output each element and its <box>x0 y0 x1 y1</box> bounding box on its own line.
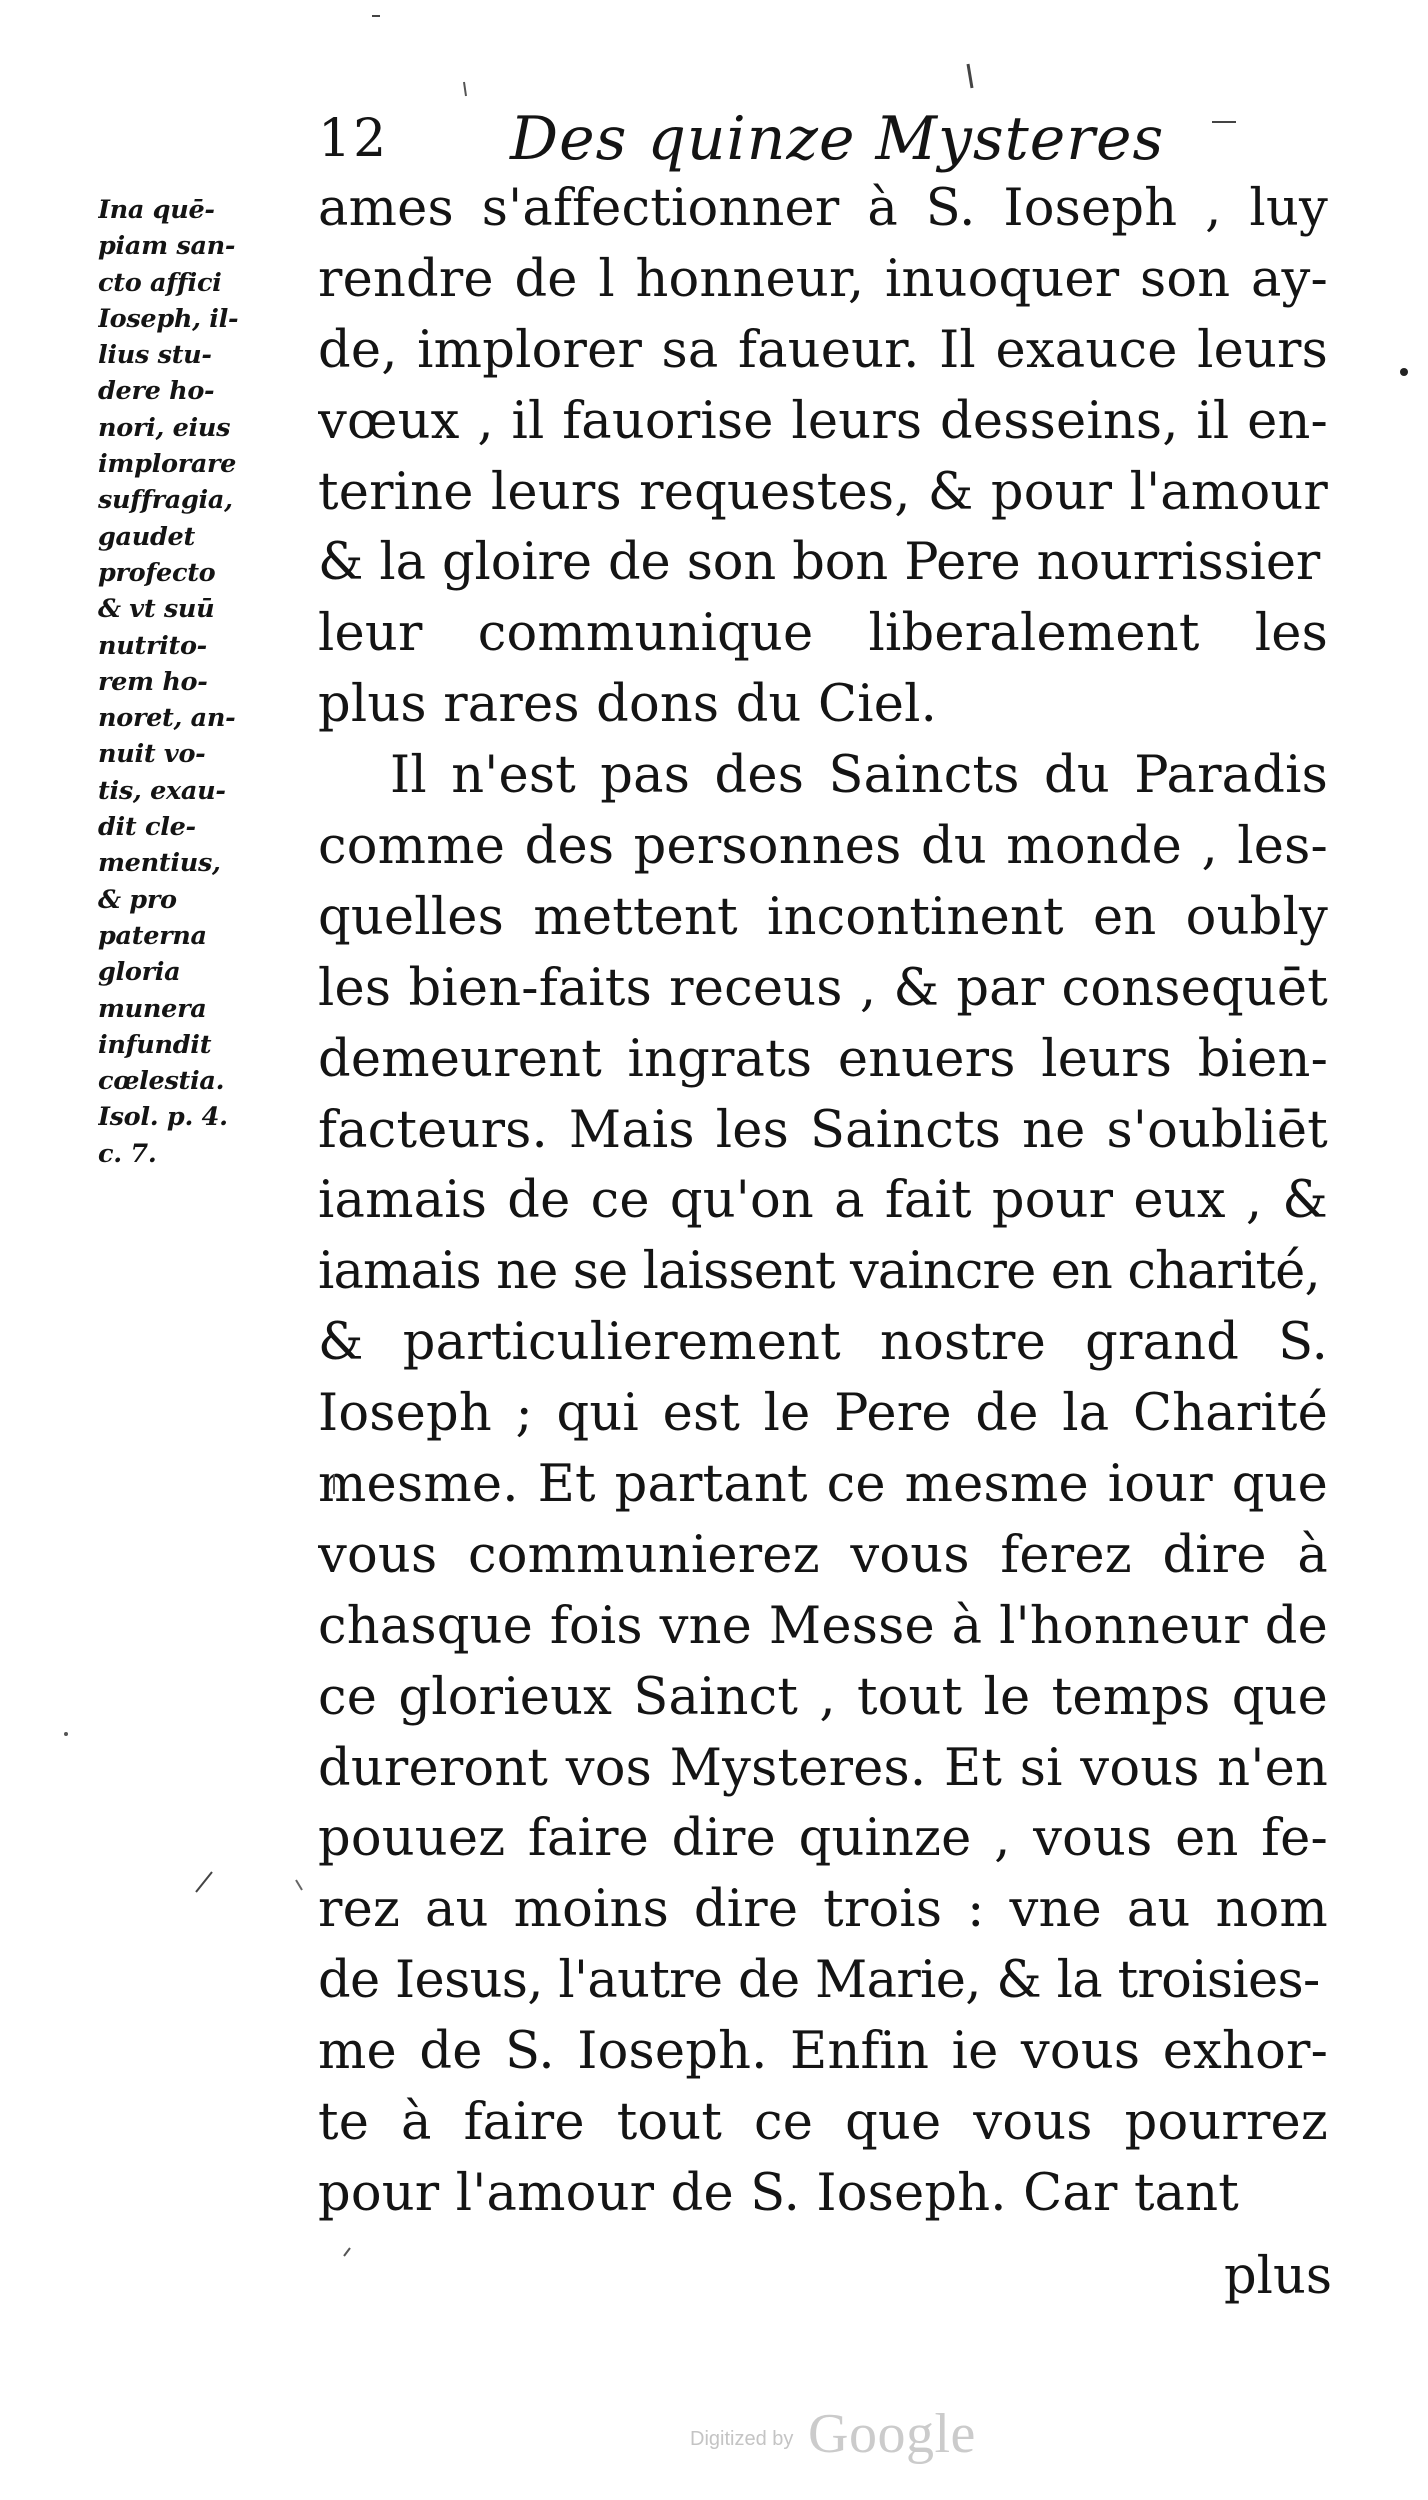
text-line: de Iesus, l'autre de Marie, & la troisies- <box>318 1951 1320 2011</box>
text-line: Il n'est pas des Saincts du Paradis <box>390 746 1328 806</box>
text-line: rendre de l honneur, inuoquer son ay- <box>318 249 1328 309</box>
text-line: me de S. Ioseph. Enfin ie vous exhor- <box>318 2022 1328 2082</box>
margin-note-line: gaudet <box>98 521 195 552</box>
text-line: iamais de ce qu'on a fait pour eux , & <box>318 1171 1328 1231</box>
margin-note-line: mentius, <box>98 848 221 879</box>
margin-note-line: cto affici <box>98 267 222 298</box>
catchword: plus <box>1224 2247 1332 2306</box>
text-line: terine leurs requestes, & pour l'amour <box>318 462 1328 522</box>
margin-note-line: nori, eius <box>98 412 231 443</box>
margin-note-line: nuit vo- <box>98 739 206 770</box>
digitized-label: Digitized by <box>690 2428 794 2450</box>
text-line: chasque fois vne Messe à l'honneur de <box>318 1596 1328 1656</box>
text-line: demeurent ingrats enuers leurs bien- <box>318 1029 1328 1089</box>
text-line: quelles mettent incontinent en oubly <box>318 887 1328 947</box>
text-line: Ioseph ; qui est le Pere de la Charité <box>318 1384 1328 1444</box>
text-line: mesme. Et partant ce mesme iour que <box>318 1455 1328 1515</box>
text-line: pouuez faire dire quinze , vous en fe- <box>318 1809 1328 1869</box>
margin-note-line: dere ho- <box>98 376 215 407</box>
text-line: de, implorer sa faueur. Il exauce leurs <box>318 320 1328 380</box>
speck <box>196 1872 212 1892</box>
text-line: te à faire tout ce que vous pourrez <box>318 2093 1328 2153</box>
text-line: facteurs. Mais les Saincts ne s'oubliēt <box>318 1100 1328 1160</box>
margin-note-line: Isol. p. 4. <box>98 1102 228 1133</box>
margin-note-line: nutrito- <box>98 630 207 661</box>
text-line: pour l'amour de S. Ioseph. Car tant <box>318 2163 1239 2223</box>
text-line: vous communierez vous ferez dire à <box>318 1525 1328 1585</box>
text-line: les bien-faits receus , & par consequēt <box>318 958 1328 1018</box>
margin-note-line: lius stu- <box>98 340 212 371</box>
margin-note-line: cœlestia. <box>98 1066 225 1097</box>
margin-note-line: c. 7. <box>98 1138 157 1169</box>
text-line: dureront vos Mysteres. Et si vous n'en <box>318 1738 1328 1798</box>
margin-note-line: tis, exau- <box>98 775 226 806</box>
text-line: & la gloire de son bon Pere nourrissier <box>318 533 1321 593</box>
text-line: leur communique liberalement les <box>318 604 1328 664</box>
text-line: ce glorieux Sainct , tout le temps que <box>318 1667 1328 1727</box>
text-line: ames s'affectionner à S. Ioseph , luy <box>318 179 1328 238</box>
margin-note-line: piam san- <box>98 231 236 262</box>
speck <box>968 64 972 88</box>
margin-note-line: infundit <box>98 1029 212 1060</box>
margin-note-line: & pro <box>98 884 177 915</box>
margin-note-line: Ioseph, il- <box>98 303 239 334</box>
google-logo: Google <box>808 2403 976 2465</box>
margin-note-line: paterna <box>98 920 207 951</box>
text-line: & particulierement nostre grand S. <box>318 1313 1328 1373</box>
speck <box>64 1732 68 1736</box>
margin-note-line: implorare <box>98 449 237 480</box>
speck <box>464 82 466 96</box>
margin-note-line: dit cle- <box>98 812 196 843</box>
margin-note-line: gloria <box>98 957 181 988</box>
text-line: plus rares dons du Ciel. <box>318 675 938 735</box>
running-title: Des quinze Mysteres <box>510 104 1165 174</box>
margin-note-line: suffragia, <box>98 485 233 516</box>
margin-note-line: profecto <box>98 557 216 588</box>
margin-note-line: Ina quē- <box>98 195 215 225</box>
speck <box>1400 368 1408 376</box>
speck <box>296 1880 302 1890</box>
page-number: 12 <box>318 109 389 169</box>
text-line: vœux , il fauorise leurs desseins, il en- <box>318 391 1328 451</box>
text-line: iamais ne se laissent vaincre en charité, <box>318 1242 1320 1302</box>
text-line: rez au moins dire trois : vne au nom <box>318 1880 1328 1940</box>
margin-note-line: rem ho- <box>98 666 208 697</box>
text-line: comme des personnes du monde , les- <box>318 817 1328 877</box>
margin-note-line: noret, an- <box>98 703 236 734</box>
margin-note-line: munera <box>98 993 207 1024</box>
margin-note-line: & vt suū <box>98 594 215 625</box>
speck <box>344 2248 350 2256</box>
